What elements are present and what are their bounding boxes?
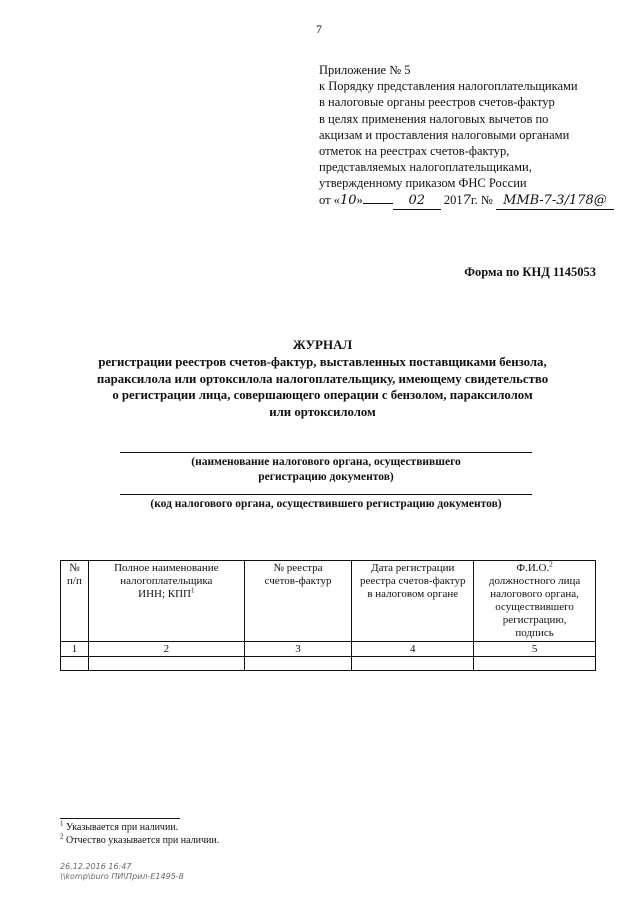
footnote: $^2$ Отчество указывается при наличии.	[60, 832, 220, 846]
day-underline	[363, 203, 393, 204]
table-cell	[352, 657, 474, 671]
number-prefix: г. №	[470, 192, 493, 207]
column-number: 1	[61, 642, 89, 657]
date-prefix: от «	[319, 192, 340, 207]
meta-timestamp: 26.12.2016 16:47	[60, 862, 132, 871]
appendix-line: утвержденному приказом ФНС России	[319, 176, 527, 191]
header-cell-official: Ф.И.О.$^2$ должностного лица налогового органа, осуществившего регистрацию, подпись	[474, 561, 596, 642]
appendix-line: к Порядку представления налогоплательщиками	[319, 79, 578, 94]
footnote: $^1$ Указывается при наличии.	[60, 819, 179, 833]
date-mid: »	[356, 192, 363, 207]
table-row	[61, 657, 596, 671]
header-cell-registration-date: Дата регистрации реестра счетов-фактур в налоговом органе	[352, 561, 474, 642]
header-cell-number: № п/п	[61, 561, 89, 642]
header-cell-register-number: № реестра счетов-фактур	[244, 561, 352, 642]
column-number: 5	[474, 642, 596, 657]
caption-line: регистрацию документов)	[258, 471, 394, 483]
tax-authority-code-caption	[120, 497, 532, 512]
table-cell	[474, 657, 596, 671]
footnote-separator	[60, 818, 180, 819]
journal-title	[60, 337, 585, 421]
table-cell	[88, 657, 244, 671]
appendix-line: отметок на реестрах счетов-фактур,	[319, 144, 510, 159]
appendix-line: в налоговые органы реестров счетов-фактур	[319, 95, 555, 110]
order-date-line	[319, 192, 619, 210]
title-line: о регистрации лица, совершающего операции с бензолом, параксилолом	[112, 388, 533, 403]
appendix-line: представляемых налогоплательщиками,	[319, 160, 532, 175]
tax-authority-name-caption	[120, 455, 532, 485]
footnote-mark: 2	[549, 560, 553, 569]
appendix-block	[319, 62, 619, 210]
handwritten-month: 02	[393, 193, 441, 210]
handwritten-day: 10	[339, 192, 357, 208]
column-number-row	[61, 642, 596, 657]
caption-line: (код налогового органа, осуществившего регистрацию документов)	[150, 498, 502, 510]
page-number: 7	[316, 22, 322, 36]
document-meta	[60, 862, 184, 881]
title-line: параксилола или ортоксилола налогоплательщику, имеющему свидетельство	[96, 371, 549, 386]
header-cell-taxpayer: Полное наименование налогоплательщика ИНН; КПП$^1$	[88, 561, 244, 642]
title-line: регистрации реестров счетов-фактур, выставленных поставщиками бензола,	[98, 354, 547, 369]
appendix-line: в целях применения налоговых вычетов по	[319, 111, 549, 126]
table-cell	[244, 657, 352, 671]
footnote-mark: 1	[191, 586, 195, 595]
column-number: 2	[88, 642, 244, 657]
column-number: 3	[244, 642, 352, 657]
table-header-row	[61, 561, 596, 642]
journal-table	[60, 560, 596, 671]
meta-path: \\komp\buro ПИ\Прил-Е1495-8	[60, 871, 184, 881]
handwritten-year-digit: 7	[462, 192, 471, 208]
table-cell	[61, 657, 89, 671]
title-line: или ортоксилолом	[269, 405, 376, 420]
tax-authority-code-line	[120, 494, 532, 495]
year-text: 201	[443, 192, 463, 207]
journal-heading: ЖУРНАЛ	[292, 337, 353, 352]
handwritten-order-number: ММВ-7-3/178@	[496, 193, 614, 210]
form-code: Форма по КНД 1145053	[464, 265, 596, 279]
column-number: 4	[352, 642, 474, 657]
appendix-line: акцизам и проставления налоговыми органами	[319, 127, 570, 142]
footnotes	[60, 819, 220, 847]
tax-authority-name-line	[120, 452, 532, 453]
appendix-line: Приложение № 5	[319, 63, 411, 77]
caption-line: (наименование налогового органа, осуществившего	[191, 456, 461, 468]
